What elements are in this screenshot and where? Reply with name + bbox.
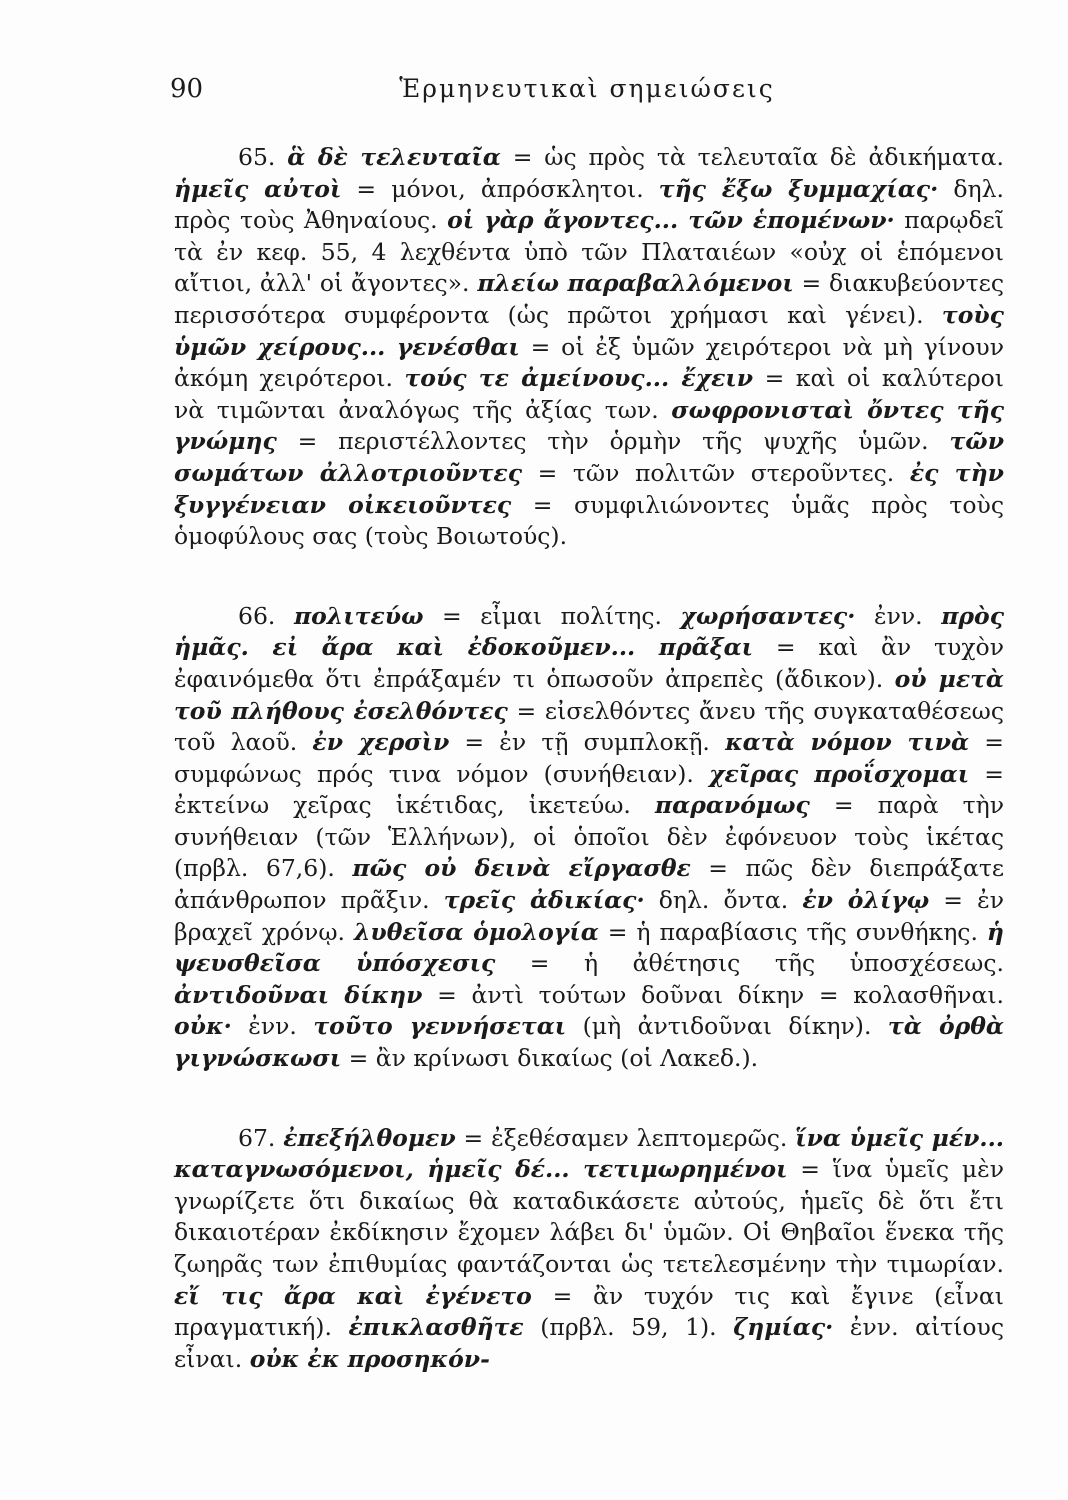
lemma: οὐκ ἐκ προσηκόν- [249,1344,490,1373]
gloss-text: ἐνν. αἰτίους εἶναι. [174,1313,1004,1373]
lemma: τοὺς ὑμῶν χείρους... γενέσθαι [174,300,1004,361]
gloss-text: = πῶς δὲν διεπράξατε ἀπάνθρωπον πρᾶξιν. [174,854,1004,915]
lemma: ἡμεῖς αὐτοὶ [174,174,342,203]
gloss-text: = ἂν κρίνωσι δικαίως (οἱ Λακεδ.). [341,1044,759,1073]
gloss-text: = εἶμαι πολίτης. [423,601,681,630]
lemma: ἐς τὴν ξυγγένειαν οἰκειοῦντες [174,458,1004,519]
gloss-text: = μόνοι, ἀπρόσκλητοι. [341,174,659,203]
lemma: σωφρονισταὶ ὄντες τῆς γνώμης [174,395,1005,456]
lemma: ἐν χερσὶν [312,728,450,757]
lemma: χεῖρας προΐσχομαι [709,759,970,788]
lemma: ἃ δὲ τελευταῖα [287,143,501,171]
gloss-text: δηλ. πρὸς τοὺς Ἀθηναίους. [174,174,1004,235]
lemma: τούς τε ἀμείνους... ἔχειν [404,364,754,393]
gloss-text: = ἐν τῇ συμπλοκῇ. [449,728,726,757]
lemma: τοῦτο γεννήσεται [313,1012,567,1041]
gloss-text: = ἐν βραχεῖ χρόνῳ. [174,886,1005,946]
chapter-number: 67. [238,1123,276,1152]
lemma: τῶν σωμάτων ἀλλοτριοῦντες [174,427,1004,487]
lemma: ἵνα ὑμεῖς μέν... καταγνωσόμενοι, ἡμεῖς δέ... τετιμωρημένοι [174,1123,1004,1184]
lemma: οὐκ· [174,1012,232,1041]
gloss-text: = ὡς πρὸς τὰ τελευταῖα δὲ ἀδικήματα. [500,143,1004,171]
lemma: ἡ ψευσθεῖσα ὑπόσχεσις [174,917,1004,978]
gloss-text: (πρβλ. 59, 1). [523,1313,734,1342]
lemma: πλείω παραβαλλόμενοι [477,269,794,298]
gloss-text: = ἡ ἀθέτησις τῆς ὑποσχέσεως. [495,949,1004,978]
lemma: τὰ ὀρθὰ γιγνώσκωσι [174,1012,1005,1073]
lemma: οὐ μετὰ τοῦ πλήθους ἐσελθόντες [174,664,1005,725]
gloss-text: (μὴ ἀντιδοῦναι δίκην). [566,1012,888,1041]
gloss-text: = ἐκτείνω χεῖρας ἱκέτιδας, ἱκετεύω. [174,759,1004,820]
gloss-text: = καὶ ἂν τυχὸν ἐφαινόμεθα ὅτι ἐπράξαμέν τι ὁπωσοῦν ἀπρεπὲς (ἄδικον). [174,633,1004,693]
lemma: πρὸς ἡμᾶς. εἰ ἄρα καὶ ἐδοκοῦμεν... πρᾶξαι [174,601,1004,662]
page-number: 90 [170,74,204,104]
lemma: ἐπικλασθῆτε [348,1313,524,1342]
gloss-text: = διακυβεύοντες περισσότερα συμφέροντα (ὡς πρῶτοι χρήμασι καὶ γένει). [174,269,1005,329]
gloss-text: = οἱ ἐξ ὑμῶν χειρότεροι νὰ μὴ γίνουν ἀκόμη χειρότεροι. [174,332,1004,393]
gloss-text: = συμφιλιώνοντες ὑμᾶς πρὸς τοὺς ὁμοφύλους σας (τοὺς Βοιωτούς). [174,490,1004,551]
lemma: παρανόμως [654,791,810,820]
gloss-text: = ἂν τυχόν τις καὶ ἔγινε (εἶναι πραγματική). [174,1281,1005,1342]
gloss-text: = παρὰ τὴν συνήθειαν (τῶν Ἑλλήνων), οἱ ὁποῖοι δὲν ἐφόνευον τοὺς ἱκέτας (πρβλ. 67,6). [174,791,1004,883]
lemma: χωρήσαντες· [680,601,856,630]
commentary-paragraph [174,142,1004,553]
lemma: τῆς ἔξω ξυμμαχίας· [658,174,939,203]
gloss-text: = καὶ οἱ καλύτεροι νὰ τιμῶνται ἀναλόγως τῆς ἀξίας των. [174,364,1004,424]
commentary-paragraph [174,1123,1004,1376]
gloss-text: = ἐξεθέσαμεν λεπτομερῶς. [455,1123,796,1152]
lemma: τρεῖς ἀδικίας· [443,886,645,915]
gloss-text: = συμφώνως πρός τινα νόμον (συνήθειαν). [174,728,1004,788]
gloss-text: παρῳδεῖ τὰ ἐν κεφ. 55, 4 λεχθέντα ὑπὸ τῶν Πλαταιέων «οὐχ οἱ ἑπόμενοι αἴτιοι, ἀλλ' οἱ ἄγοντες». [174,206,1004,298]
lemma: ἐν ὀλίγῳ [802,886,930,915]
gloss-text: δηλ. ὄντα. [644,886,803,915]
page-header [170,74,1004,114]
chapter-number: 65. [238,143,276,171]
lemma: πολιτεύω [293,601,424,630]
commentary-body [174,142,1004,1375]
lemma: ἐπεξήλθομεν [283,1123,456,1152]
lemma: εἴ τις ἄρα καὶ ἐγένετο [174,1281,532,1310]
gloss-text: ἐνν. [231,1012,314,1041]
commentary-paragraph [174,601,1004,1075]
lemma: λυθεῖσα ὁμολογία [353,917,599,946]
gloss-text: = περιστέλλοντες τὴν ὁρμὴν τῆς ψυχῆς ὑμῶν. [276,427,950,456]
gloss-text: = ἡ παραβίασις τῆς συνθήκης. [598,917,987,946]
lemma: οἱ γὰρ ἄγοντες... τῶν ἑπομένων· [447,206,895,235]
gloss-text: = ἀντὶ τούτων δοῦναι δίκην = κολασθῆναι. [422,980,1004,1009]
gloss-text: = ἵνα ὑμεῖς μὲν γνωρίζετε ὅτι δικαίως θὰ καταδικάσετε αὐτούς, ἡμεῖς δὲ ὅτι ἔτι δικαιοτέραν ἐκδίκησιν ἔχομεν λάβει δι' ὑμῶν. Οἱ Θηβαῖοι ἕνεκα τῆς ζωηρᾶς των ἐπιθυμίας φαντάζονται ὡς τετελεσμένην τὴν τιμωρίαν. [174,1155,1004,1278]
chapter-number: 66. [238,601,276,630]
gloss-text: = τῶν πολιτῶν στεροῦντες. [522,458,910,487]
gloss-text: ἐνν. [855,601,942,630]
gloss-text: = εἰσελθόντες ἄνευ τῆς συγκαταθέσεως τοῦ λαοῦ. [174,696,1004,757]
running-title: Ἑρμηνευτικαὶ σημειώσεις [399,74,775,103]
lemma: κατὰ νόμον τινὰ [725,728,970,757]
lemma: ζημίας· [733,1313,834,1342]
lemma: ἀντιδοῦναι δίκην [174,980,423,1009]
lemma: πῶς οὐ δεινὰ εἴργασθε [352,854,691,883]
